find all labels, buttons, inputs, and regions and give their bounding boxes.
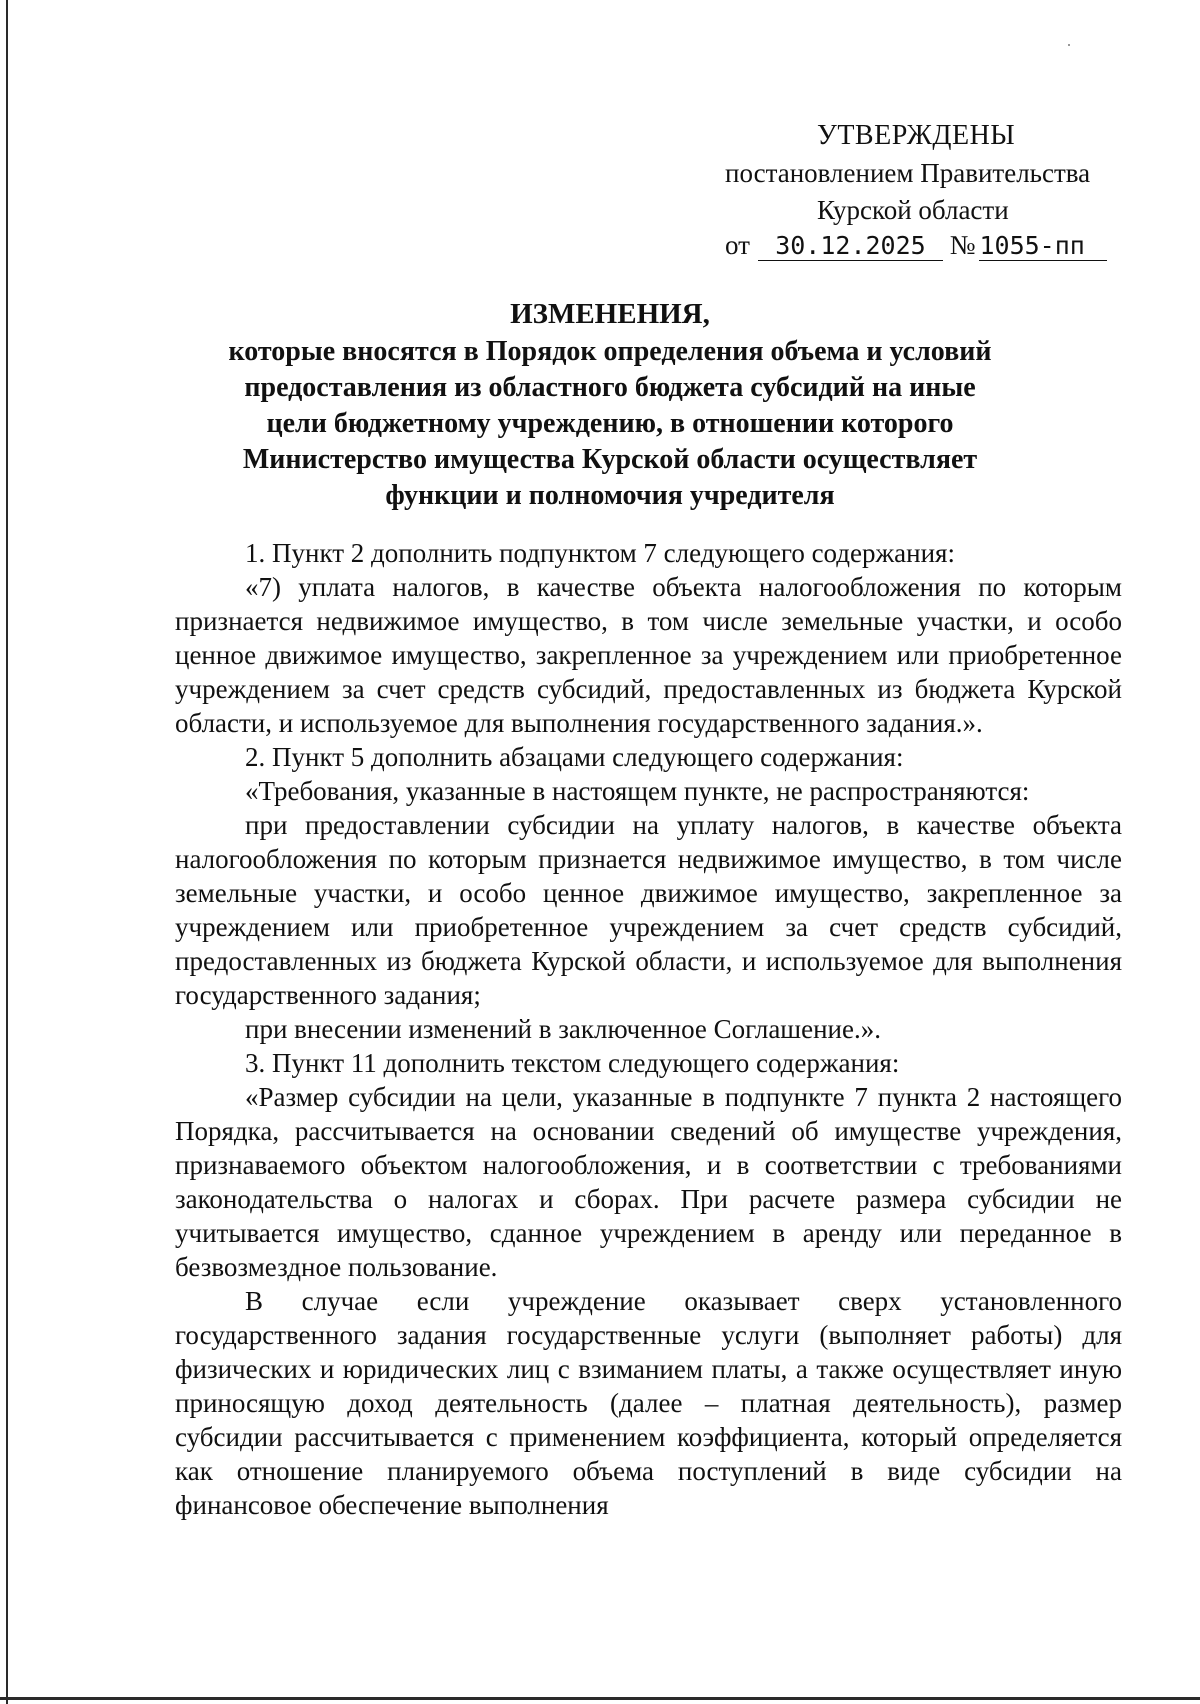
document-body bbox=[175, 536, 1122, 1522]
approval-number: 1055-пп bbox=[979, 232, 1107, 261]
title-subline: цели бюджетному учреждению, в отношении которого bbox=[266, 408, 954, 439]
approval-heading: УТВЕРЖДЕНЫ bbox=[817, 120, 1016, 151]
paragraph-tax-subsidy: при предоставлении субсидии на уплату налогов, в качестве объекта налогообложения по которым признается недвижимое имущество, в том числе земельные участки, и особо ценное движимое имущество, закрепленное за учреждением или приобретенное учреждением за счет средств субсидий, предоставленных из бюджета Курской области, и используемое для выполнения государственного задания; bbox=[175, 810, 1122, 1010]
paragraph-subpoint-7: «7) уплата налогов, в качестве объекта налогообложения по которым признается недвижимое имущество, в том числе земельные участки, и особо ценное движимое имущество, закрепленное за учреждением или приобретенное учреждением за счет средств субсидий, предоставленных из бюджета Курской области, и используемое для выполнения государственного задания.». bbox=[175, 572, 1122, 738]
number-prefix: № bbox=[949, 230, 976, 260]
paragraph-item-1: 1. Пункт 2 дополнить подпунктом 7 следующего содержания: bbox=[245, 538, 955, 568]
scan-left-edge bbox=[6, 0, 8, 1704]
title-subline: функции и полномочия учредителя bbox=[385, 480, 835, 511]
approval-authority: постановлением Правительства bbox=[725, 158, 1091, 188]
paragraph-subsidy-size: «Размер субсидии на цели, указанные в подпункте 7 пункта 2 настоящего Порядка, рассчитывается на основании сведений об имуществе учреждения, признаваемого объектом налогообложения, и в соответствии с требованиями законодательства о налогах и сборах. При расчете размера субсидии не учитывается имущество, сданное учреждением в аренду или переданное в безвозмездное пользование. bbox=[175, 1082, 1122, 1282]
approval-region: Курской области bbox=[817, 195, 1009, 225]
paragraph-agreement-changes: при внесении изменений в заключенное Соглашение.». bbox=[245, 1014, 881, 1044]
scan-speck bbox=[1068, 44, 1070, 46]
date-prefix: от bbox=[725, 230, 750, 260]
title-subline: Министерство имущества Курской области осуществляет bbox=[242, 444, 978, 475]
paragraph-item-2: 2. Пункт 5 дополнить абзацами следующего содержания: bbox=[245, 742, 904, 772]
document-title bbox=[170, 296, 1050, 514]
title-subline: предоставления из областного бюджета субсидий на иные bbox=[244, 372, 976, 403]
paragraph-item-3: 3. Пункт 11 дополнить текстом следующего содержания: bbox=[245, 1048, 900, 1078]
approval-date-number bbox=[725, 228, 1107, 263]
approval-date: 30.12.2025 bbox=[758, 232, 943, 261]
scan-bottom-edge bbox=[0, 1697, 1200, 1700]
title-main: ИЗМЕНЕНИЯ, bbox=[510, 298, 710, 330]
paragraph-paid-activity: В случае если учреждение оказывает сверх установленного государственного задания государственные услуги (выполняет работы) для физических и юридических лиц с взиманием платы, а также осуществляет иную приносящую доход деятельность (далее – платная деятельность), размер субсидии рассчитывается с применением коэффициента, который определяется как отношение планируемого объема поступлений в виде субсидии на финансовое обеспечение выполнения bbox=[175, 1286, 1122, 1520]
paragraph-requirements: «Требования, указанные в настоящем пункте, не распространяются: bbox=[245, 776, 1030, 806]
title-subline: которые вносятся в Порядок определения объема и условий bbox=[228, 336, 992, 367]
